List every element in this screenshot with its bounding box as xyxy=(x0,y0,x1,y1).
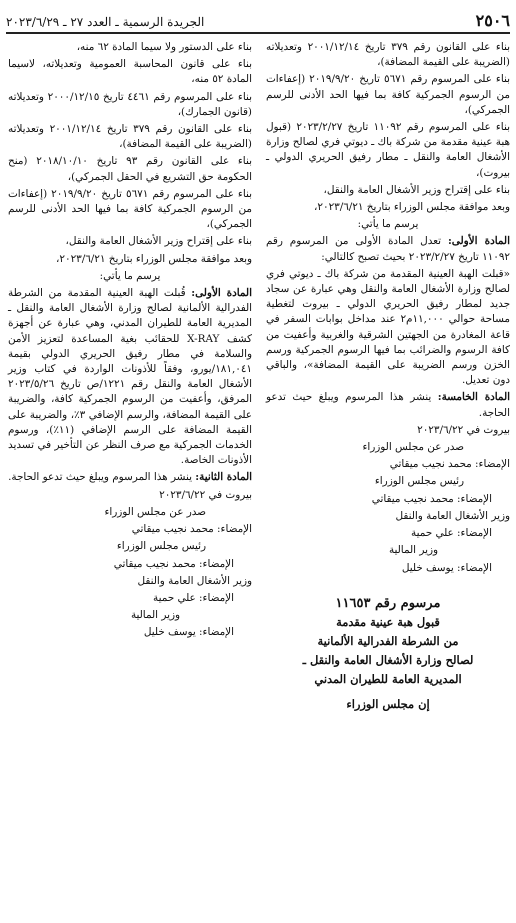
right-column xyxy=(266,40,510,714)
article-label: المادة الخامسة: xyxy=(437,391,510,404)
decree-title-line: المديرية العامة للطيران المدني xyxy=(314,671,462,686)
page-header xyxy=(6,6,510,34)
preamble-paragraph: بناء على إقتراح وزير الأشغال العامة والنقل، xyxy=(323,183,510,196)
preamble-paragraph: بناء على القانون رقم ٩٣ تاريخ ٢٠١٨/١٠/١٠ (منح الحكومة حق التشريع في الحقل الجمركي)، xyxy=(8,155,253,183)
signature-title: وزير المالية xyxy=(388,544,438,557)
signature-line: الإمضاء: يوسف خليل xyxy=(143,626,234,639)
article-2 xyxy=(8,470,252,485)
decree-formula: يرسم ما يأتي: xyxy=(99,269,161,282)
signature-line: الإمضاء: يوسف خليل xyxy=(401,561,492,574)
gazette-title: الجريدة الرسمية ـ العدد ٢٧ ـ ٢٠٢٣/٦/٢٩ xyxy=(6,15,205,29)
preamble-paragraph: بناء على المرسوم رقم ٥٦٧١ تاريخ ٢٠١٩/٩/٢٠ (إعفاءات من الرسوم الجمركية كافة بما فيها الحد الأدنى للرسم الجمركي)، xyxy=(8,187,253,231)
decree-title-line: لصالح وزارة الأشغال العامة والنقل ـ xyxy=(302,652,474,667)
preamble-paragraph: وبعد موافقة مجلس الوزراء بتاريخ ٢٠٢٣/٦/٢١، xyxy=(314,201,510,214)
preamble-paragraph: بناء على القانون رقم ٣٧٩ تاريخ ٢٠٠١/١٢/١٤ وتعديلاته (الضريبة على القيمة المضافة)، xyxy=(266,41,511,69)
left-column xyxy=(8,40,252,643)
signature-title: رئيس مجلس الوزراء xyxy=(374,475,464,488)
article-1 xyxy=(266,234,510,264)
article-text: قُبلت الهبة العينية المقدمة من الشرطة الفدرالية الألمانية لصالح وزارة الأشغال العامة والنقل ـ المديرية العامة للطيران المدني، وهي عبارة عن أجهزة كشف X-RAY للحقائب بغية المساعدة لتعزيز الأمن والسلامة في مطار رفيق الحريري الدولي بقيمة ١٨١,٠٤١/يورو، وفقاً للأذونات الواردة في كتاب وزير الأشغال العامة والنقل رقم ١٢٢١/ص تاريخ ٢٠٢٣/٥/٢٦ المرفق، وأعفيت من الرسوم الجمركية كافة، والضريبة على القيمة المضافة، والرسم الإضافي ٣٪، والضريبة على القيمة المضافة على الرسم الإضافي (١١٪)، ورسوم الخدمات الجمركية مع صرف النظر عن التأخير في تسديد الأذونات الخاصة. xyxy=(8,287,253,467)
article-label: المادة الأولى: xyxy=(447,235,510,248)
next-decree-heading xyxy=(266,594,510,714)
signature-issued: صدر عن مجلس الوزراء xyxy=(362,441,464,454)
article-label: المادة الثانية: xyxy=(195,471,252,484)
page-number: ٢٥٠٦ xyxy=(475,11,510,30)
preamble-paragraph: وبعد موافقة مجلس الوزراء بتاريخ ٢٠٢٣/٦/٢١، xyxy=(56,252,252,265)
signature-line: الإمضاء: محمد نجيب ميقاتي xyxy=(131,523,252,536)
decree-from: إن مجلس الوزراء xyxy=(346,696,430,711)
article-5 xyxy=(266,390,510,420)
place-date: بيروت في ٢٠٢٣/٦/٢٢ xyxy=(159,488,252,501)
signature-line: الإمضاء: محمد نجيب ميقاتي xyxy=(113,557,234,570)
signature-line: الإمضاء: محمد نجيب ميقاتي xyxy=(389,458,510,471)
signature-line: الإمضاء: علي حمية xyxy=(411,527,492,540)
article-text: ينشر هذا المرسوم ويبلغ حيث تدعو الحاجة. xyxy=(266,391,510,419)
decree-number: مرسوم رقم ١١٦٥٣ xyxy=(335,595,441,611)
preamble-paragraph: بناء على المرسوم رقم ٥٦٧١ تاريخ ٢٠١٩/٩/٢٠ (إعفاءات من الرسوم الجمركية كافة بما فيها الحد الأدنى للرسم الجمركي)، xyxy=(266,73,511,116)
signature-title: رئيس مجلس الوزراء xyxy=(116,540,206,553)
signature-title: وزير المالية xyxy=(130,609,180,622)
preamble-paragraph: بناء على المرسوم رقم ١١٠٩٢ تاريخ ٢٠٢٣/٢/٢٧ (قبول هبة عينية مقدمة من شركة باك ـ ديوتي فري لصالح وزارة الأشغال العامة والنقل ـ مطار رفيق الحريري الدولي ـ بيروت)، xyxy=(266,121,510,179)
decree-title-line: من الشرطة الفدرالية الألمانية xyxy=(317,633,459,648)
preamble-paragraph: بناء على المرسوم رقم ٤٤٦١ تاريخ ٢٠٠٠/١٢/١٥ وتعديلاته (قانون الجمارك)، xyxy=(8,90,253,118)
decree-title-line: قبول هبة عينية مقدمة xyxy=(336,614,440,629)
article-text: تعدل المادة الأولى من المرسوم رقم ١١٠٩٢ تاريخ ٢٠٢٣/٢/٢٧ بحيث تصبح كالتالي: xyxy=(266,235,510,263)
article-label: المادة الأولى: xyxy=(191,287,252,300)
article-text: ينشر هذا المرسوم ويبلغ حيث تدعو الحاجة. xyxy=(8,471,192,484)
preamble-paragraph: بناء على القانون رقم ٣٧٩ تاريخ ٢٠٠١/١٢/١٤ وتعديلاته (الضريبة على القيمة المضافة)، xyxy=(8,123,253,151)
preamble-paragraph: بناء على قانون المحاسبة العمومية وتعديلاته، لاسيما المادة ٥٢ منه، xyxy=(8,58,252,86)
article-quote: «قبلت الهبة العينية المقدمة من شركة باك ـ ديوتي فري لصالح وزارة الأشغال العامة والنقل وهي عبارة عن سجاد جديد لمطار رفيق الحريري الدولي ـ بيروت لتغطية مساحة حوالي ١١,٠٠٠م٢ عند مداخل بوابات السفر في قاعة المغادرة من الجهتين الشرقية والغربية وأعفيت من كافة الرسوم والضرائب بما فيها الرسوم الجمركية ورسم الخزن ورسم الضريبة على القيمة المضافة»، والباقي دون تعديل. xyxy=(266,267,510,387)
signature-title: وزير الأشغال العامة والنقل xyxy=(395,509,510,522)
decree-formula: يرسم ما يأتي: xyxy=(357,218,419,231)
place-date: بيروت في ٢٠٢٣/٦/٢٢ xyxy=(417,423,510,436)
signature-line: الإمضاء: علي حمية xyxy=(153,591,234,604)
article-1 xyxy=(8,286,252,468)
preamble-paragraph: بناء على الدستور ولا سيما المادة ٦٢ منه، xyxy=(76,41,252,53)
preamble-paragraph: بناء على إقتراح وزير الأشغال العامة والنقل، xyxy=(65,235,252,248)
signature-title: وزير الأشغال العامة والنقل xyxy=(137,574,252,587)
signature-issued: صدر عن مجلس الوزراء xyxy=(104,505,206,518)
signature-line: الإمضاء: محمد نجيب ميقاتي xyxy=(371,492,492,505)
